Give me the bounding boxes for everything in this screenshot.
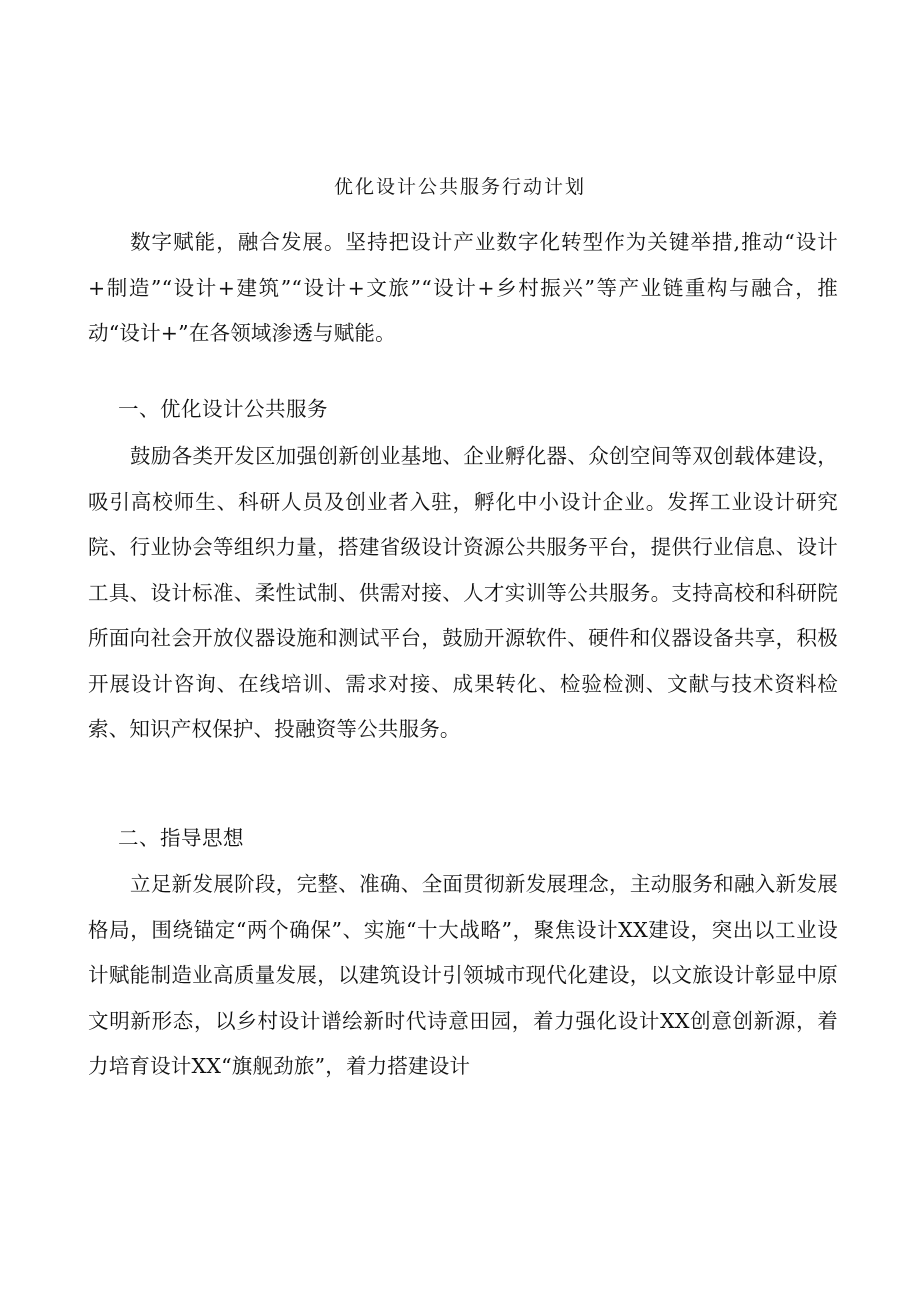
document-title: 优化设计公共服务行动计划	[333, 176, 586, 198]
section-heading-guiding-ideology: 二、指导思想	[118, 826, 244, 850]
section-body-guiding-ideology: 立足新发展阶段，完整、准确、全面贯彻新发展理念，主动服务和融入新发展格局，围绕锚定“两个确保”、实施“十大战略”，聚焦设计XX建设，突出以工业设计赋能制造业高质量发展，以建筑设计引领城市现代化建设，以文旅设计彰显中原文明新形态，以乡村设计谱绘新时代诗意田园，着力强化设计XX创意创新源，着力培育设计XX“旗舰劲旅”，着力搭建设计	[88, 872, 838, 1078]
section-body-public-service: 鼓励各类开发区加强创新创业基地、企业孵化器、众创空间等双创载体建设，吸引高校师生、科研人员及创业者入驻，孵化中小设计企业。发挥工业设计研究院、行业协会等组织力量，搭建省级设计资源公共服务平台，提供行业信息、设计工具、设计标准、柔性试制、供需对接、人才实训等公共服务。支持高校和科研院所面向社会开放仪器设施和测试平台，鼓励开源软件、硬件和仪器设备共享，积极开展设计咨询、在线培训、需求对接、成果转化、检验检测、文献与技术资料检索、知识产权保护、投融资等公共服务。	[88, 444, 838, 741]
section-heading-public-service: 一、优化设计公共服务	[118, 397, 328, 421]
intro-paragraph: 数字赋能，融合发展。坚持把设计产业数字化转型作为关键举措,推动“设计+制造”“设计+建筑”“设计+文旅”“设计+乡村振兴”等产业链重构与融合，推动“设计+”在各领域渗透与赋能。	[88, 230, 838, 345]
